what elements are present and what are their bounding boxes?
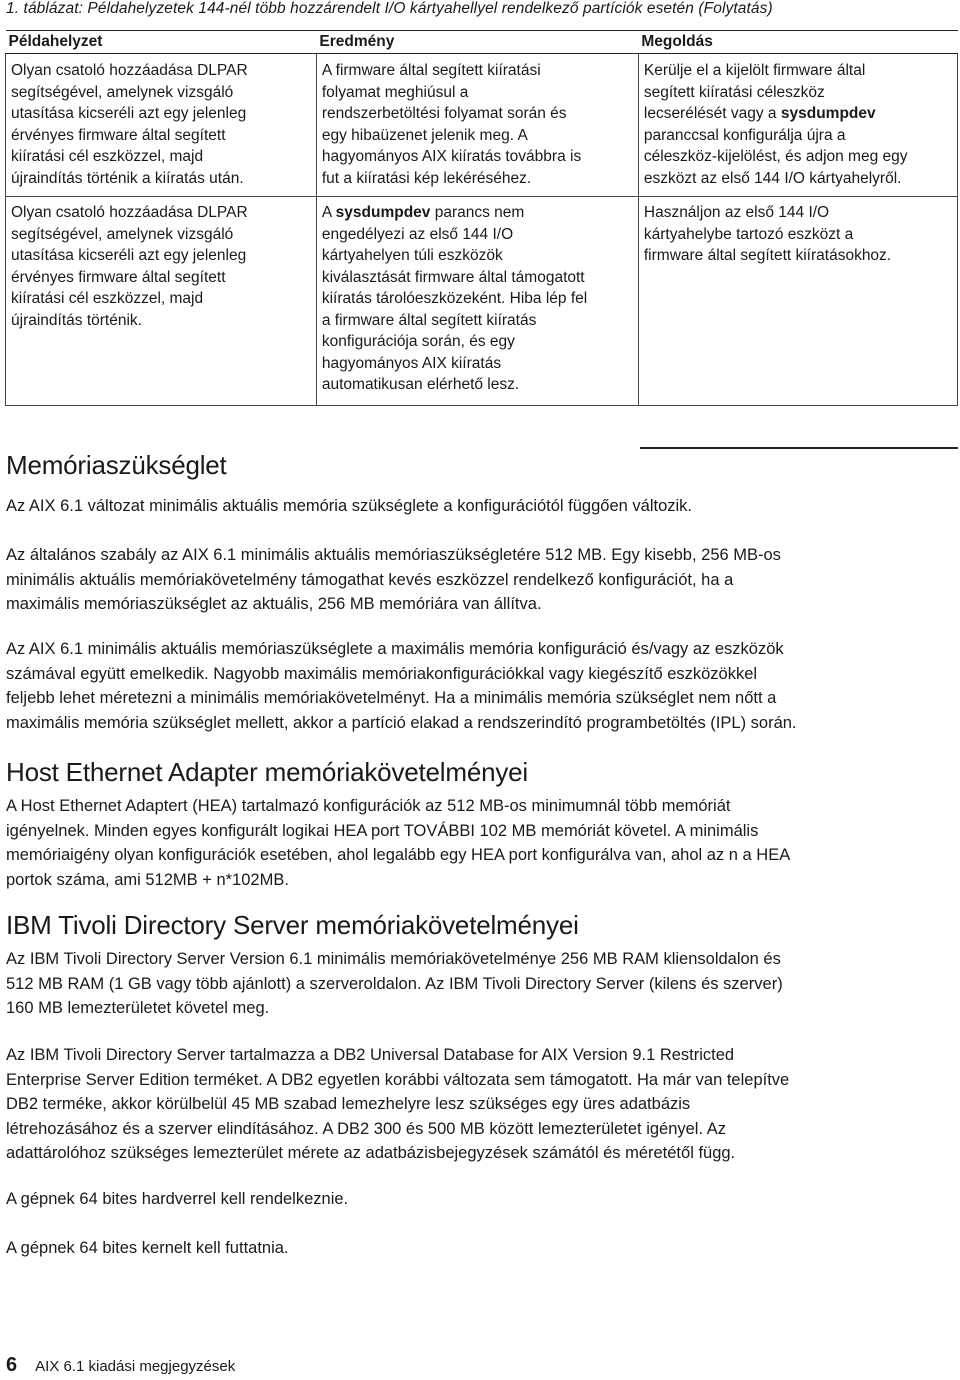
cell-line: kártyahelyen túli eszközök — [321, 247, 503, 264]
table-header-row — [6, 31, 958, 54]
paragraph-line: DB2 terméke, akkor körülbelül 45 MB szabad lemezhelyre lesz szükséges egy üres adatbázis — [6, 1095, 691, 1114]
cell-line: kiíratási cél eszközzel, majd — [11, 148, 204, 165]
cell-line: segítségével, amelynek vizsgáló — [11, 83, 234, 101]
scenario-table — [5, 30, 958, 406]
paragraph-line: Az általános szabály az AIX 6.1 minimális aktuális memóriaszükségletére 512 MB. Egy kisebb, 256 MB-os — [6, 546, 781, 564]
paragraph-line: maximális memória szükséglet mellett, akkor a partíció elakad a rendszerindító programbetöltés (IPL) során. — [6, 713, 797, 732]
cell-line: kiíratási cél eszközzel, majd — [11, 290, 204, 307]
cell-line: folyamat meghiúsul a — [321, 83, 469, 101]
cell-line: hagyományos AIX kiíratás — [321, 354, 502, 372]
paragraph-line: 160 MB lemezterületet követel meg. — [6, 999, 270, 1018]
section-heading-hea: Host Ethernet Adapter memóriakövetelményei — [6, 757, 528, 787]
paragraph — [6, 1043, 956, 1166]
cell-line: Kerülje el a kijelölt firmware által — [643, 62, 866, 79]
cell-line: firmware által segített kiíratásokhoz. — [643, 247, 892, 264]
paragraph-line: memóriaigény olyan konfigurációk esetében, ahol legalább egy HEA port konfigurálva van, ahol az n a HEA — [6, 846, 791, 865]
paragraph — [6, 1236, 956, 1261]
section-heading-tivoli: IBM Tivoli Directory Server memóriakövetelményei — [6, 910, 579, 940]
cell-line: kiválasztását firmware által támogatott — [321, 268, 585, 286]
cell-line: Olyan csatoló hozzáadása DLPAR — [11, 62, 248, 79]
paragraph-line: számával együtt emelkedik. Nagyobb maximális memóriakonfigurációkkal vagy kiegészítő eszközökkel — [6, 664, 758, 683]
cell-line: paranccsal konfigurálja újra a — [643, 126, 846, 144]
cell-text: parancs nem — [430, 204, 525, 221]
cell-line: a firmware által segített kiíratás — [321, 311, 537, 329]
header-result: Eredmény — [316, 31, 638, 54]
paragraph-line: A gépnek 64 bites kernelt kell futtatnia. — [6, 1239, 289, 1257]
solution-cell — [638, 54, 957, 197]
scenario-cell — [6, 54, 317, 197]
page-number: 6 — [6, 1354, 18, 1376]
cell-line: utasítása kicseréli azt egy jelenleg — [11, 247, 247, 264]
cell-line: segített kiíratási céleszköz — [643, 83, 825, 101]
cell-line: érvényes firmware által segített — [11, 126, 226, 144]
solution-cell — [638, 197, 957, 406]
cell-text: lecserélését vagy a — [643, 105, 781, 122]
paragraph — [6, 637, 956, 735]
cell-line: kártyahelybe tartozó eszközt a — [643, 225, 854, 243]
section-divider — [640, 447, 958, 449]
cell-line: fut a kiíratási kép lekéréséhez. — [321, 169, 532, 187]
cell-line: A firmware által segített kiíratási — [321, 62, 541, 79]
paragraph-line: Az AIX 6.1 minimális aktuális memóriaszükséglete a maximális memória konfiguráció és/vagy az eszközök — [6, 640, 784, 658]
cell-line: érvényes firmware által segített — [11, 268, 226, 286]
cell-line: automatikusan elérhető lesz. — [321, 376, 520, 393]
cell-line: Használjon az első 144 I/O — [643, 204, 830, 221]
cell-line — [644, 103, 951, 125]
command-name: sysdumpdev — [335, 204, 431, 221]
paragraph-line: Az IBM Tivoli Directory Server Version 6.1 minimális memóriakövetelménye 256 MB RAM kliensoldalon és — [6, 950, 781, 968]
cell-line: konfigurációja során, és egy — [321, 333, 515, 350]
paragraph-line: 512 MB RAM (1 GB vagy több ajánlott) a szerveroldalon. Az IBM Tivoli Directory Server (kilens és szerver) — [6, 974, 783, 993]
cell-line: újraindítás történik. — [11, 311, 142, 329]
table-row — [6, 54, 958, 197]
paragraph-line: igényelnek. Minden egyes konfigurált logikai HEA port TOVÁBBI 102 MB memóriát követel. A minimális — [6, 821, 759, 840]
result-cell — [316, 197, 638, 406]
paragraph-line: maximális memóriaszükséglet az aktuális, 256 MB memóriára van állítva. — [6, 595, 542, 614]
cell-text: A — [321, 204, 336, 221]
paragraph-line: feljebb lehet méretezni a minimális memóriakövetelményt. Ha a minimális memória szükséglet nem nőtt a — [6, 689, 777, 708]
cell-line: utasítása kicseréli azt egy jelenleg — [11, 105, 247, 122]
paragraph-line: Enterprise Server Edition terméket. A DB2 egyetlen korábbi változata sem támogatott. Ha már van telepítve — [6, 1070, 790, 1089]
cell-line: egy hibaüzenet jelenik meg. A — [321, 126, 528, 144]
paragraph — [6, 494, 956, 519]
paragraph-line: A Host Ethernet Adaptert (HEA) tartalmazó konfigurációk az 512 MB-os minimumnál több memóriát — [6, 797, 731, 815]
section-heading-memory: Memóriaszükséglet — [6, 450, 227, 480]
cell-line: hagyományos AIX kiíratás továbbra is — [321, 148, 582, 165]
page-footer — [6, 1354, 235, 1377]
cell-line: újraindítás történik a kiíratás után. — [11, 169, 244, 187]
cell-line — [322, 202, 632, 224]
cell-line: céleszköz-kijelölést, és adjon meg egy — [643, 148, 908, 165]
scenario-cell — [6, 197, 317, 406]
paragraph — [6, 543, 956, 617]
table-row — [6, 197, 958, 406]
paragraph-line: adattárolóhoz szükséges lemezterület mérete az adatbázisbejegyzések számától és méretétől függ. — [6, 1144, 736, 1163]
paragraph-line: létrehozásához és a szerver elindításához. A DB2 300 és 500 MB között lemezterületet igényel. Az — [6, 1119, 726, 1138]
cell-line: Olyan csatoló hozzáadása DLPAR — [11, 204, 248, 221]
cell-line: engedélyezi az első 144 I/O — [321, 225, 514, 243]
header-solution: Megoldás — [638, 31, 957, 54]
paragraph-line: minimális aktuális memóriakövetelmény támogathat kevés eszközzel rendelkező konfigurációt, ha a — [6, 570, 734, 589]
cell-line: segítségével, amelynek vizsgáló — [11, 225, 234, 243]
table-caption: 1. táblázat: Példahelyzetek 144-nél több hozzárendelt I/O kártyahellyel rendelkező partíciók esetén (Folytatás) — [6, 0, 773, 17]
paragraph — [6, 1187, 956, 1212]
paragraph-line: A gépnek 64 bites hardverrel kell rendelkeznie. — [6, 1190, 349, 1208]
cell-line: kiíratás tárolóeszközeként. Hiba lép fel — [321, 290, 588, 307]
paragraph-line: Az AIX 6.1 változat minimális aktuális memória szükséglete a konfigurációtól függően változik. — [6, 497, 692, 515]
cell-line: eszközt az első 144 I/O kártyahelyről. — [643, 169, 902, 187]
result-cell — [316, 54, 638, 197]
command-name: sysdumpdev — [780, 105, 876, 122]
paragraph-line: Az IBM Tivoli Directory Server tartalmazza a DB2 Universal Database for AIX Version 9.1 Restricted — [6, 1046, 735, 1064]
document-title: AIX 6.1 kiadási megjegyzések — [35, 1358, 236, 1375]
paragraph — [6, 794, 956, 892]
header-scenario: Példahelyzet — [6, 31, 317, 54]
paragraph-line: portok száma, ami 512MB + n*102MB. — [6, 870, 289, 889]
cell-line: rendszerbetöltési folyamat során és — [321, 105, 567, 122]
paragraph — [6, 947, 956, 1021]
